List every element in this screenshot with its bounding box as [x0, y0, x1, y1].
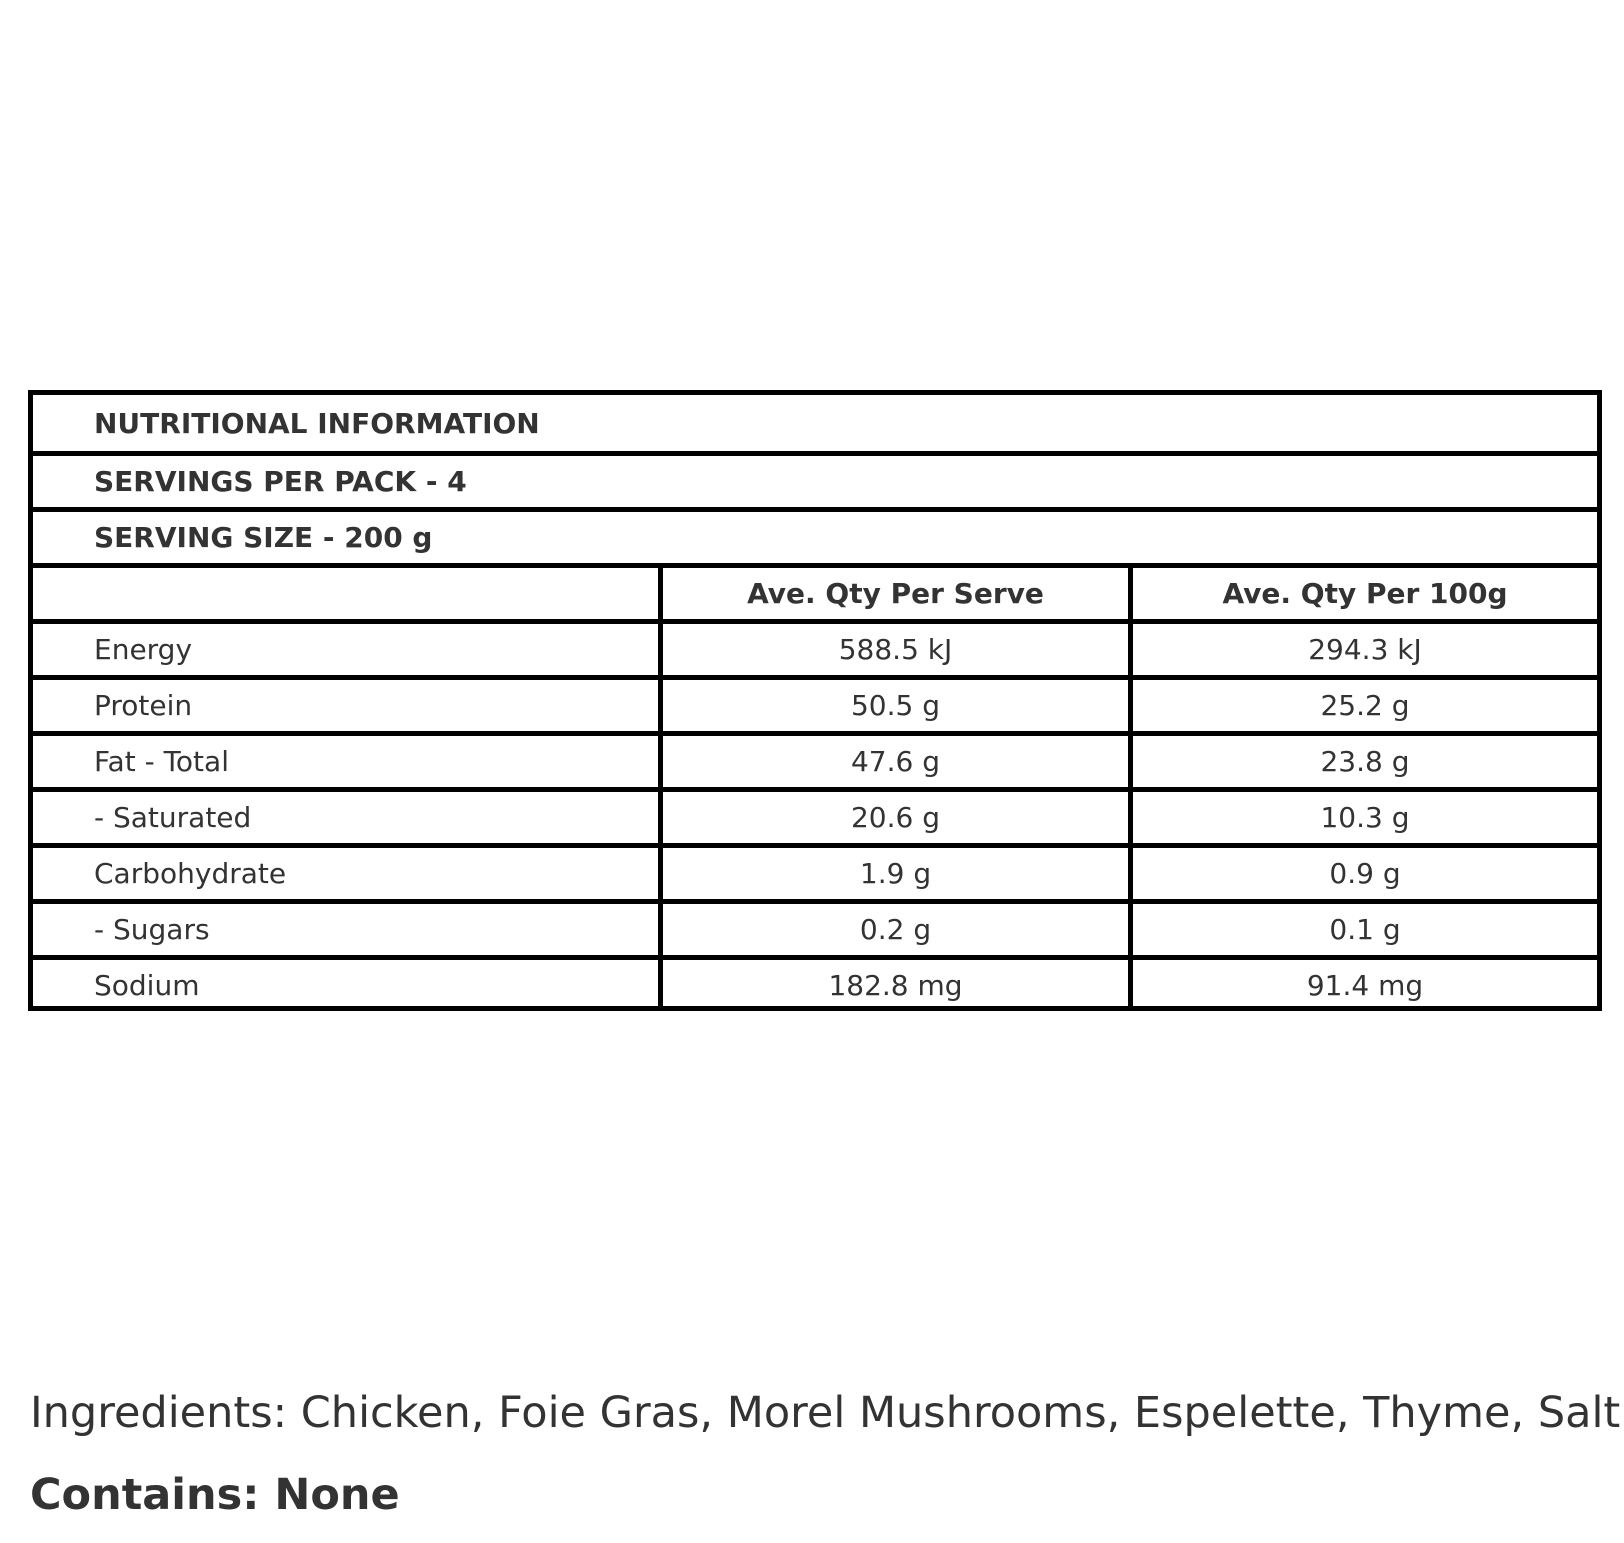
- per-100g-value: 294.3 kJ: [1128, 624, 1597, 675]
- panel-title: NUTRITIONAL INFORMATION: [94, 406, 540, 440]
- ingredients-text: Ingredients: Chicken, Foie Gras, Morel Mushrooms, Espelette, Thyme, Salt: [30, 1388, 1621, 1438]
- column-header-row: [33, 563, 1597, 619]
- per-100g-value: 10.3 g: [1128, 792, 1597, 843]
- per-serve-value: 588.5 kJ: [658, 624, 1128, 675]
- serving-size-row: [33, 507, 1597, 563]
- servings-per-pack: SERVINGS PER PACK - 4: [94, 465, 467, 498]
- column-header-per-100g: Ave. Qty Per 100g: [1128, 568, 1597, 619]
- per-serve-value: 47.6 g: [658, 736, 1128, 787]
- per-serve-value: 20.6 g: [658, 792, 1128, 843]
- table-row: [33, 675, 1597, 731]
- per-100g-value: 91.4 mg: [1128, 960, 1597, 1011]
- per-100g-value: 0.9 g: [1128, 848, 1597, 899]
- table-row: [33, 899, 1597, 955]
- nutrient-label: Fat - Total: [94, 745, 229, 778]
- table-row: [33, 955, 1597, 1011]
- nutrient-label: Sodium: [94, 969, 200, 1002]
- column-header-empty: [33, 568, 658, 619]
- nutrition-panel: [28, 390, 1602, 1011]
- servings-per-pack-row: [33, 451, 1597, 507]
- nutrient-label: Carbohydrate: [94, 857, 287, 890]
- nutrient-label: Protein: [94, 689, 193, 722]
- per-serve-value: 1.9 g: [658, 848, 1128, 899]
- per-serve-value: 0.2 g: [658, 904, 1128, 955]
- per-serve-value: 182.8 mg: [658, 960, 1128, 1011]
- column-header-per-serve: Ave. Qty Per Serve: [658, 568, 1128, 619]
- serving-size: SERVING SIZE - 200 g: [94, 521, 433, 554]
- nutrient-label: - Sugars: [94, 913, 210, 946]
- table-row: [33, 731, 1597, 787]
- nutrient-label: Energy: [94, 633, 193, 666]
- nutrient-label: - Saturated: [94, 801, 252, 834]
- table-row: [33, 787, 1597, 843]
- table-row: [33, 619, 1597, 675]
- per-serve-value: 50.5 g: [658, 680, 1128, 731]
- allergen-contains-text: Contains: None: [30, 1470, 400, 1520]
- table-row: [33, 843, 1597, 899]
- panel-title-row: [33, 395, 1597, 451]
- per-100g-value: 25.2 g: [1128, 680, 1597, 731]
- per-100g-value: 23.8 g: [1128, 736, 1597, 787]
- per-100g-value: 0.1 g: [1128, 904, 1597, 955]
